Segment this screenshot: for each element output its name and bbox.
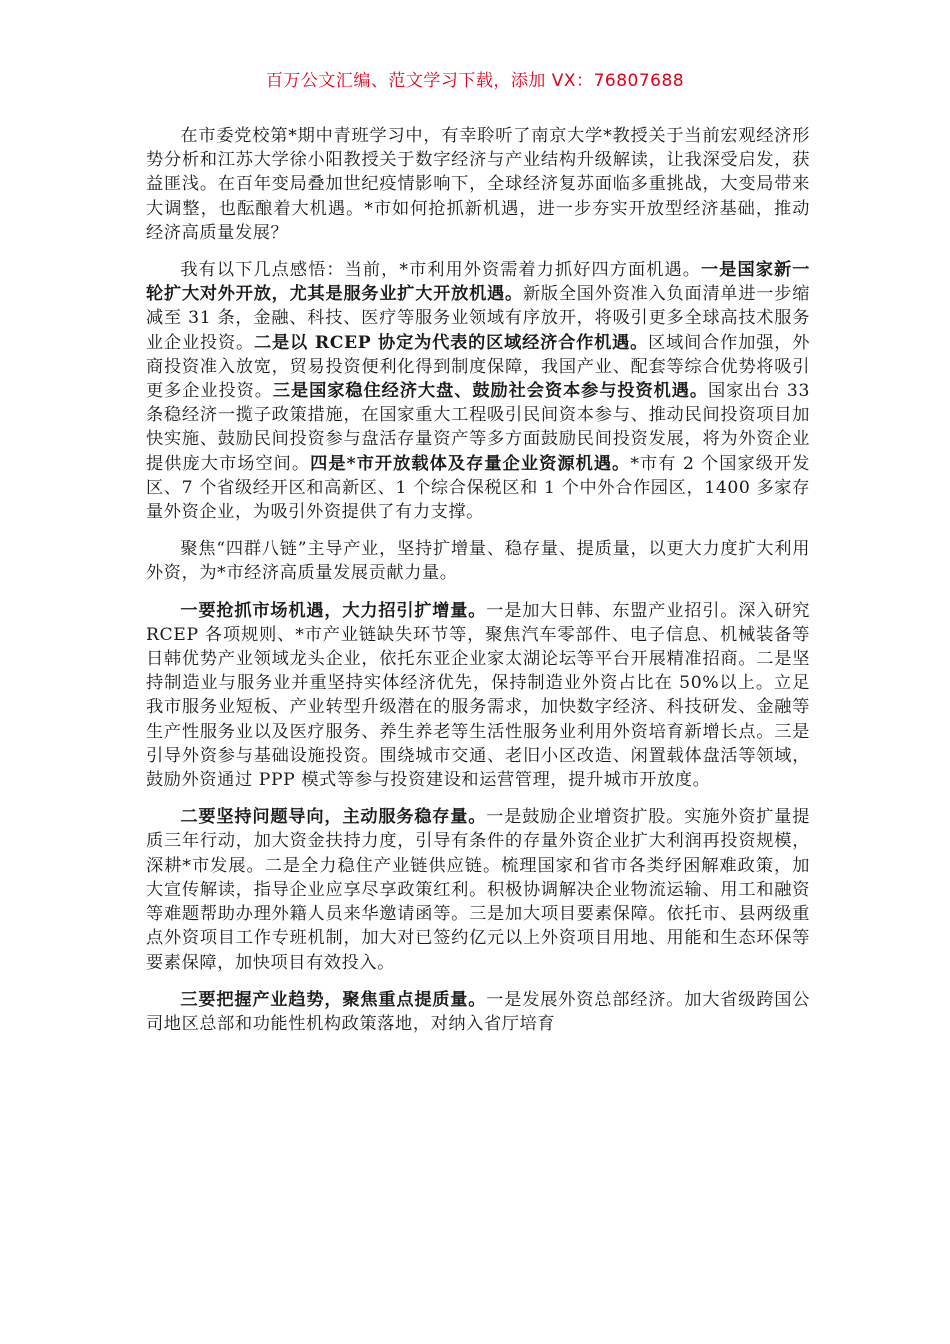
paragraph-1 — [146, 124, 810, 245]
text-segment: 一是鼓励企业增资扩股。实施外资扩量提质三年行动，加大资金扶持力度，引导有条件的存量外资企业扩大利润再投资规模，深耕*市发展。二是全力稳住产业链供应链。梳理国家和省市各类纾困解难政策，加大宣传解读，指导企业应享尽享政策红利。积极协调解决企业物流运输、用工和融资等难题帮助办理外籍人员来华邀请函等。三是加大项目要素保障。依托市、县两级重点外资项目工作专班机制，加大对已签约亿元以上外资项目用地、用能和生态环保等要素保障，加快项目有效投入。 — [146, 807, 810, 973]
text-segment: 我有以下几点感悟：当前，*市利用外资需着力抓好四方面机遇。 — [180, 260, 701, 281]
paragraph-2 — [146, 258, 810, 524]
paragraph-5 — [146, 805, 810, 974]
text-segment: *市有 2 个国家级开发区、7 个省级经开区和高新区、1 个综合保税区和 1 个中外合作园区，1400 多家存量外资企业，为吸引外资提供了有力支撑。 — [146, 453, 810, 523]
text-segment: 聚焦“四群八链”主导产业，坚持扩增量、稳存量、提质量，以更大力度扩大利用外资，为*市经济高质量发展贡献力量。 — [146, 539, 810, 584]
bold-heading-segment: 一是国家新一轮扩大对外开放，尤其是服务业扩大开放机遇。 — [146, 260, 810, 305]
bold-heading-segment: 二要坚持问题导向，主动服务稳存量。 — [180, 807, 487, 828]
watermark-header: 百万公文汇编、范文学习下载，添加 VX：76807688 — [265, 71, 685, 91]
bold-heading-segment: 四是*市开放载体及存量企业资源机遇。 — [310, 453, 631, 474]
bold-heading-segment: 二是以 RCEP 协定为代表的区域经济合作机遇。 — [254, 332, 649, 353]
bold-heading-segment: 一要抢抓市场机遇，大力招引扩增量。 — [180, 600, 487, 621]
text-segment: 在市委党校第*期中青班学习中，有幸聆听了南京大学*教授关于当前宏观经济形势分析和江苏大学徐小阳教授关于数字经济与产业结构升级解读，让我深受启发，获益匪浅。在百年变局叠加世纪疫情影响下，全球经济复苏面临多重挑战，大变局带来大调整，也酝酿着大机遇。*市如何抢抓新机遇，进一步夯实开放型经济基础，推动经济高质量发展？ — [146, 126, 810, 243]
paragraph-6 — [146, 988, 810, 1036]
text-segment: 国家出台 33 条稳经济一揽子政策措施，在国家重大工程吸引民间资本参与、推动民间投资项目加快实施、鼓励民间投资参与盘活存量资产等多方面鼓励民间投资发展，将为外资企业提供庞大市场空间。 — [146, 381, 810, 474]
text-segment: 一是发展外资总部经济。加大省级跨国公司地区总部和功能性机构政策落地，对纳入省厅培育 — [146, 989, 810, 1034]
text-segment: 区域间合作加强，外商投资准入放宽，贸易投资便利化得到制度保障，我国产业、配套等综合优势将吸引更多企业投资。 — [146, 332, 810, 402]
bold-heading-segment: 三是国家稳住经济大盘、鼓励社会资本参与投资机遇。 — [272, 381, 708, 402]
text-segment: 一是加大日韩、东盟产业招引。深入研究 RCEP 各项规则、*市产业链缺失环节等，聚焦汽车零部件、电子信息、机械装备等日韩优势产业领域龙头企业，依托东亚企业家太湖论坛等平台开展精准招商。二是坚持制造业与服务业并重坚持实体经济优先，保持制造业外资占比在 50%以上。立足我市服务业短板、产业转型升级潜在的服务需求，加快数字经济、科技研发、金融等生产性服务业以及医疗服务、养生养老等生活性服务业利用外资培育新增长点。三是引导外资参与基础设施投资。围绕城市交通、老旧小区改造、闲置载体盘活等领域，鼓励外资通过 PPP 模式等参与投资建设和运营管理，提升城市开放度。 — [146, 600, 810, 791]
document-body — [146, 124, 810, 1049]
paragraph-4 — [146, 599, 810, 793]
paragraph-3 — [146, 537, 810, 585]
text-segment: 新版全国外资准入负面清单进一步缩减至 31 条，金融、科技、医疗等服务业领域有序放开，将吸引更多全球高技术服务业企业投资。 — [146, 284, 810, 353]
bold-heading-segment: 三要把握产业趋势，聚焦重点提质量。 — [180, 989, 487, 1010]
